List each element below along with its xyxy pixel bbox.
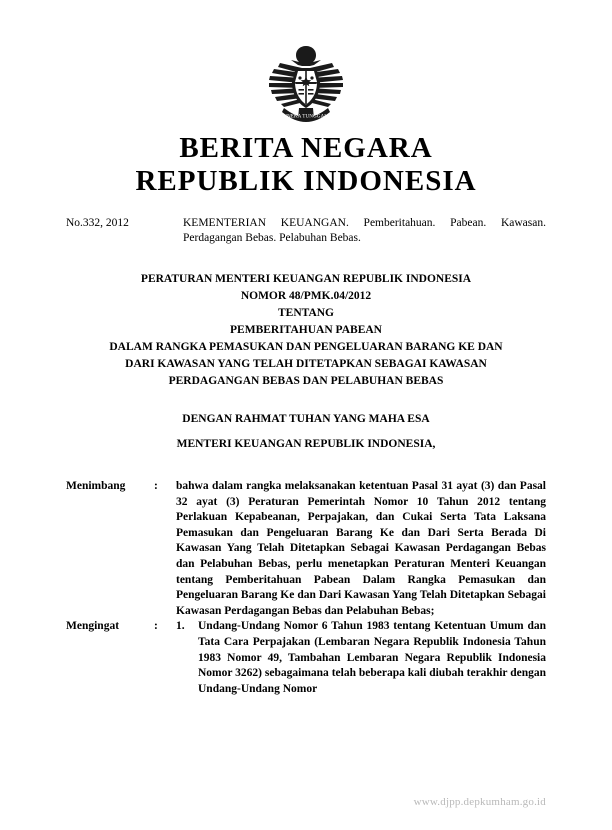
emblem-container (66, 38, 546, 126)
clause-colon-mengingat: : (154, 620, 158, 633)
footer-watermark-url: www.djpp.depkumham.go.id (413, 796, 546, 808)
issue-number: No.332, 2012 (66, 217, 129, 229)
clause-text-mengingat (176, 619, 546, 697)
svg-text:BHINNEKA TUNGGAL IKA: BHINNEKA TUNGGAL IKA (274, 113, 338, 120)
clauses (66, 479, 546, 697)
regulation-subtitle (66, 407, 546, 457)
clause-mengingat (66, 619, 546, 697)
list-item-text: Undang-Undang Nomor 6 Tahun 1983 tentang Ketentuan Umum dan Tata Cara Perpajakan (Lembaran Negara Republik Indonesia Tahun 1983 Nomor 49, Tambahan Lembaran Negara Republik Indonesia Nomor 3262) sebagaimana telah beberapa kali diubah terakhir dengan Undang-Undang Nomor (198, 620, 546, 695)
title-line-0: PERATURAN MENTERI KEUANGAN REPUBLIK INDONESIA (140, 273, 472, 285)
title-line-1: NOMOR 48/PMK.04/2012 (240, 290, 372, 302)
clause-label-mengingat: Mengingat (66, 620, 120, 633)
subtitle-line-1: MENTERI KEUANGAN REPUBLIK INDONESIA, (176, 438, 436, 450)
list-item-number: 1. (176, 620, 185, 633)
title-line-5: DARI KAWASAN YANG TELAH DITETAPKAN SEBAGAI KAWASAN (125, 358, 487, 370)
title-line-4: DALAM RANGKA PEMASUKAN DAN PENGELUARAN BARANG KE DAN (109, 341, 503, 353)
garuda-pancasila-emblem (258, 38, 354, 126)
masthead-line-2: REPUBLIK INDONESIA (135, 165, 477, 197)
subtitle-line-0: DENGAN RAHMAT TUHAN YANG MAHA ESA (182, 413, 430, 425)
masthead-line-1: BERITA NEGARA (179, 132, 433, 164)
clause-label-menimbang: Menimbang (66, 480, 126, 492)
masthead (66, 132, 546, 198)
issue-description: KEMENTERIAN KEUANGAN. Pemberitahuan. Pabean. Kawasan. Perdagangan Bebas. Pelabuhan Bebas. (183, 217, 546, 244)
clause-colon-menimbang: : (154, 480, 158, 492)
title-line-3: PEMBERITAHUAN PABEAN (230, 324, 382, 336)
document-page (0, 38, 612, 830)
title-line-2: TENTANG (277, 307, 335, 319)
title-line-6: PERDAGANGAN BEBAS DAN PELABUHAN BEBAS (168, 375, 444, 387)
clause-menimbang (66, 479, 546, 619)
regulation-title (66, 271, 546, 390)
clause-text-menimbang: bahwa dalam rangka melaksanakan ketentuan Pasal 31 ayat (3) dan Pasal 32 ayat (3) Peraturan Pemerintah Nomor 10 Tahun 2012 tentang Perlakuan Kepabeanan, Perpajakan, dan Cukai Serta Tata Laksana Pemasukan dan Pengeluaran Barang Ke dan Dari Serta Berada Di Kawasan Yang Telah Ditetapkan Sebagai Kawasan Perdagangan Bebas dan Pelabuhan Bebas, perlu menetapkan Peraturan Menteri Keuangan tentang Pemberitahuan Pabean Dalam Rangka Pemasukan dan Pengeluaran Barang Ke dan Dari Kawasan Yang Telah Ditetapkan Sebagai Kawasan Perdagangan Bebas dan Pelabuhan Bebas; (176, 480, 546, 617)
list-item (176, 619, 546, 697)
issue-row (66, 216, 546, 245)
